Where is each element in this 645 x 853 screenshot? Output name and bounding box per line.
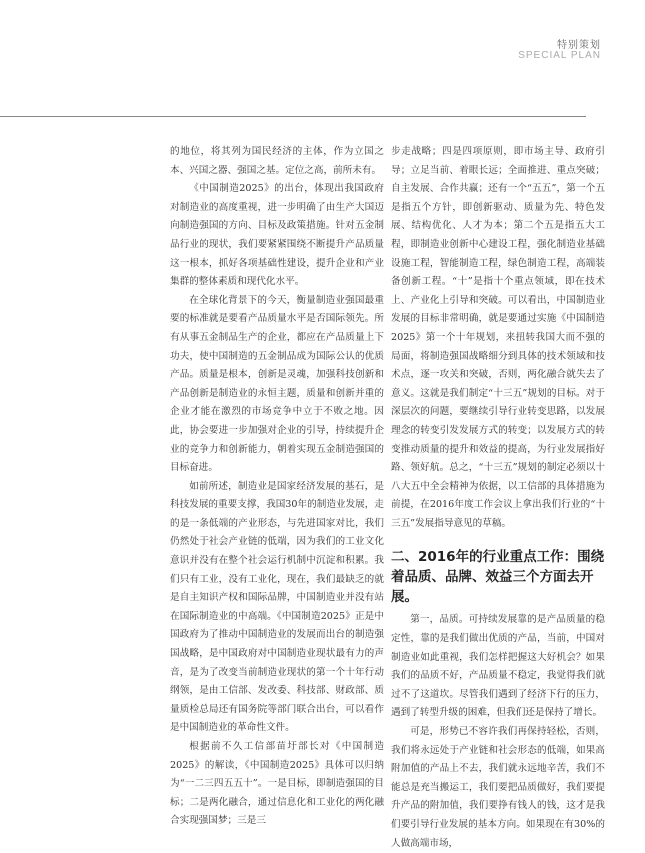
paragraph: 在全球化背景下的今天，衡量制造业强国最重要的标准就是要看产品质量水平是否国际领先。所有从事五金制品生产的企业，都应在产品质量上下功夫，使中国制造的五金制品成为国际公认的优质产品。质量是根本，创新是灵魂，加强科技创新和产品创新是制造业的永恒主题，质量和创新并重的企业才能在激烈的市场竞争中立于不败之地。因此，协会要进一步加强对企业的引导，持续提升企业的竞争力和创新能力，朝着实现五金制造强国的目标奋进。 bbox=[170, 294, 384, 474]
section-label-en: SPECIAL PLAN bbox=[518, 50, 601, 61]
paragraph: 可是，形势已不容许我们再保持轻松，否则，我们将永远处于产业链和社会形态的低端，如果高附加值的产品上不去，我们就永远地辛苦，我们不能总是充当搬运工，我们要把品质做好，我们要提升产品的附加值，我们要挣有钱人的钱，这才是我们要引导行业发展的基本方向。如果现在有30%的人做高端市场， bbox=[391, 726, 605, 849]
paragraph: 根据前不久工信部苗圩部长对《中国制造2025》的解读，《中国制造2025》具体可以归纳为“一二三四五五十”。一是目标，即制造强国的目标；二是两化融合，通过信息化和工业化的两化融合实现强国梦；三是三 bbox=[170, 741, 384, 827]
paragraph: 《中国制造2025》的出台，体现出我国政府对制造业的高度重视，进一步明确了由生产大国迈向制造强国的方向、目标及政策措施。针对五金制品行业的现状，我们要紧紧围绕不断提升产品质量这一根本，抓好各项基础性建设，提升企业和产业集群的整体素质和现代化水平。 bbox=[170, 183, 384, 288]
section-label-cn: 特别策划 bbox=[557, 40, 601, 51]
section-heading: 二、2016年的行业重点工作：围绕着品质、品牌、效益三个方面去开展。 bbox=[391, 549, 605, 606]
paragraph: 的地位，将其列为国民经济的主体，作为立国之本、兴国之器、强国之基。定位之高，前所未有。 bbox=[170, 146, 384, 176]
paragraph: 如前所述，制造业是国家经济发展的基石，是科技发展的重要支撑，我国30年的制造业发展，走的是一条低端的产业形态，与先进国家对比，我们仍然处于社会产业链的低端，因为我们的工业文化意识并没有在整个社会运行机制中沉淀和积累。我们只有工业，没有工业化，现在，我们最缺乏的就是自主知识产权和国际品牌，中国制造业并没有站在国际制造业的中高端。《中国制造2025》正是中国政府为了推动中国制造业的发展而出台的制造强国战略，是中国政府对中国制造业现状最有力的声音，是为了改变当前制造业现状的第一个十年行动纲领，是由工信部、发改委、科技部、财政部、质量质检总局还有国务院等部门联合出台，可以看作是中国制造业的革命性文件。 bbox=[170, 480, 384, 734]
header-rule bbox=[0, 116, 586, 117]
paragraph: 步走战略；四是四项原则，即市场主导、政府引导；立足当前、着眼长远；全面推进、重点突破；自主发展、合作共赢；还有一个“五五”，第一个五是指五个方针，即创新驱动、质量为先、特色发展、结构优化、人才为本；第二个五是指五大工程，即制造业创新中心建设工程，强化制造业基础设施工程，智能制造工程，绿色制造工程，高端装备创新工程。“十”是指十个重点领域，即在技术上、产业化上引导和突破。可以看出，中国制造业发展的目标非常明确，就是要通过实施《中国制造2025》第一个十年规划，来扭转我国大而不强的局面，将制造强国战略细分到具体的技术领域和技术点，逐一攻关和突破，否则，两化融合就失去了意义。这就是我们制定“十三五”规划的目标。对于深层次的问题，要继续引导行业转变思路，以发展理念的转变引发发展方式的转变；以发展方式的转变推动质量的提升和效益的提高，为行业发展指好路、领好航。总之，“十三五”规划的制定必须以十八大五中全会精神为依据，以工信部的具体措施为前提，在2016年度工作会议上拿出我们行业的“十三五”发展指导意见的草稿。 bbox=[391, 146, 605, 529]
paragraph: 第一，品质。可持续发展靠的是产品质量的稳定性，靠的是我们做出优质的产品，当前，中国对制造业如此重视，我们怎样把握这大好机会？如果我们的品质不好，产品质量不稳定，我觉得我们就过不了这道坎。尽管我们遇到了经济下行的压力，遇到了转型升级的困难，但我们还是保持了增长。 bbox=[391, 614, 605, 719]
text-column-right bbox=[391, 143, 605, 853]
text-column-left bbox=[170, 143, 384, 831]
